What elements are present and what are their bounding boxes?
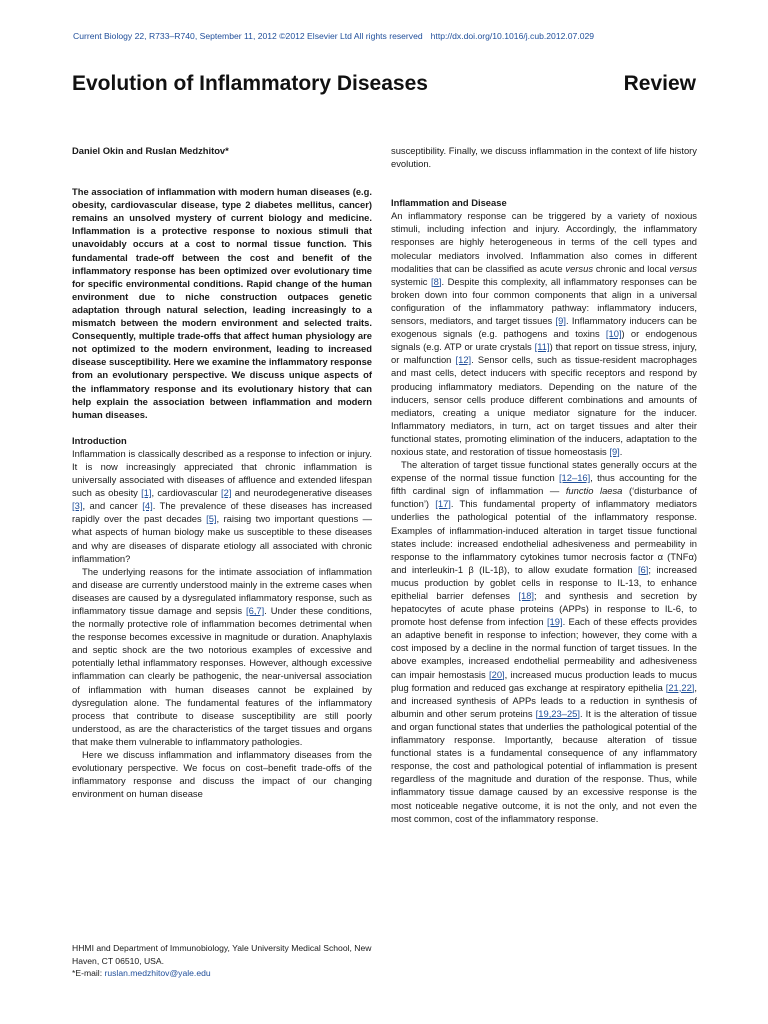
ref-link[interactable]: [1] bbox=[141, 487, 152, 499]
affiliation-text: HHMI and Department of Immunobiology, Yale University Medical School, New Haven, CT 06510, USA. bbox=[72, 943, 372, 966]
ref-link[interactable]: [12] bbox=[455, 354, 472, 366]
email-line: *E-mail: ruslan.medzhitov@yale.edu bbox=[72, 968, 211, 979]
intro-paragraph-1: Inflammation is classically described as a response to infection or injury. It is now increasingly appreciated that chronic inflammation is universally associated with diseases of affluence and extended lifespan such as obesity [1], cardiovascular [2] and neurodegenerative diseases [3], and cancer [4]. The prevalence of these diseases has increased rapidly over the past decades [5], raising two important questions — what aspects of human biology make us susceptible to these diseases and why are diseases of disparate etiology all associated with chronic inflammation? bbox=[72, 447, 372, 564]
author-list: Daniel Okin and Ruslan Medzhitov* bbox=[72, 145, 229, 156]
ref-link[interactable]: [6] bbox=[637, 563, 649, 575]
doi-link[interactable]: http://dx.doi.org/10.1016/j.cub.2012.07.029 bbox=[430, 31, 595, 41]
ref-link[interactable]: [18] bbox=[518, 590, 535, 601]
article-title: Evolution of Inflammatory Diseases bbox=[72, 72, 428, 95]
email-link[interactable]: ruslan.medzhitov@yale.edu bbox=[104, 968, 211, 979]
left-column bbox=[72, 144, 372, 800]
ref-link[interactable]: [5] bbox=[206, 513, 217, 525]
ref-link[interactable]: [10] bbox=[605, 328, 622, 340]
ref-link[interactable]: [6,7] bbox=[246, 605, 265, 616]
abstract: The association of inflammation with modern human diseases (e.g. obesity, cardiovascular disease, type 2 diabetes mellitus, cancer) remains an unsolved mystery of current biology and medicine. Inflammation is a protective response to noxious stimuli that unavoidably occurs at a cost to normal tissue function. This fundamental trade-off between the cost and benefit of the inflammatory response has been optimized over evolutionary time for specific environmental conditions. Rapid change of the human environment due to niche construction outpaces genetic adaptation through natural selection, leading increasingly to a mismatch between the modern environment and selected traits. Consequently, multiple trade-offs that affect human physiology are not optimized to the modern environment, leading to increased disease susceptibility. Here we examine the inflammatory response from an evolutionary perspective. We discuss unique aspects of the inflammatory response and its evolutionary history that can help explain the association between inflammation and modern human diseases. bbox=[72, 186, 372, 420]
ref-link[interactable]: [21,22] bbox=[665, 681, 695, 693]
section-heading-introduction: Introduction bbox=[72, 434, 127, 446]
ref-link[interactable]: [9] bbox=[609, 445, 620, 457]
ref-link[interactable]: [19] bbox=[546, 616, 563, 628]
inflammation-paragraph-2: The alteration of target tissue functional states generally occurs at the expense of the normal tissue function [12–16], thus accounting for the fifth cardinal sign of inflammation — functio laesa (‘disturbance of function’) [17]. This fundamental property of inflammatory mediators underlies the pathological potential of the inflammatory response. Examples of inflammation-induced alteration in target tissue functional states include: increased endothelial adhesiveness and permeability in response to the inflammatory cytokines tumor necrosis factor α (TNFα) and interleukin-1 β (IL-1β), to allow exudate formation [6]; increased mucus production by goblet cells in response to IL-13, to enhance epithelial barrier defenses [18]; and synthesis and secretion by hepatocytes of acute phase proteins (APPs) in response to IL-6, to promote host defense from infection [19]. Each of these effects provides an adaptive benefit in response to infection; however, they come with a cost imposed by a decline in the normal function of target tissues. In the above examples, increased endothelial permeability and adhesiveness can impair hemostasis [20], increased mucus production leads to mucus plug formation and reduced gas exchange at respiratory epithelia [21,22], and increased synthesis of APPs leads to a reduction in synthesis of albumin and other serum proteins [19,23–25]. It is the alteration of tissue and organ functional states that underlies the pathological potential of the inflammatory response. Importantly, because alteration of tissue functional states is a fundamental consequence of any inflammatory response, the cost and pathological potential of inflammation is present regardless of the magnitude and duration of the response. Thus, while inflammatory tissue damage caused by an excessive response is the most noticeable negative outcome, it is not the only, and not even the most common, cost of the inflammatory response. bbox=[391, 459, 698, 824]
inflammation-paragraph-1: An inflammatory response can be triggered by a variety of noxious stimuli, including infection and injury. Accordingly, the inflammatory responses are highly heterogeneous in terms of the cell types and molecular mediators involved. Inflammation also comes in different modalities that can be classified as acute versus chronic and local versus systemic [8]. Despite this complexity, all inflammatory responses can be broken down into four common components that align in a universal configuration of the inflammatory pathway: inflammatory inducers, sensors, mediators, and target tissues [9]. Inflammatory inducers can be exogenous signals (e.g. pathogens and toxins [10]) or endogenous signals (e.g. ATP or urate crystals [11]) that report on tissue stress, injury, or malfunction [12]. Sensor cells, such as tissue-resident macrophages and mast cells, detect inducers with specific receptors and respond by producing inflammatory mediators. Depending on the nature of the inducers, sensor cells produce different combinations and amounts of mediators, creating a unique mediator signature for the inducer. Inflammatory mediators, in turn, act on target tissues and alter their functional states, promoting elimination of the inducers, adaptation to the noxious state, and restoration of tissue homeostasis [9]. bbox=[391, 210, 698, 457]
intro-paragraph-3: Here we discuss inflammation and inflammatory diseases from the evolutionary perspective. We focus on cost–benefit trade-offs of the inflammatory response and discuss the impact of our changing environment on human disease bbox=[72, 749, 372, 800]
ref-link[interactable]: [12–16] bbox=[558, 472, 591, 484]
affiliation-footnote bbox=[72, 942, 372, 980]
journal-citation: Current Biology 22, R733–R740, September 11, 2012 ©2012 Elsevier Ltd All rights reserved bbox=[73, 31, 423, 41]
article-type-label: Review bbox=[623, 72, 696, 95]
ref-link[interactable]: [11] bbox=[534, 341, 550, 353]
ref-link[interactable]: [9] bbox=[555, 315, 566, 327]
ref-link[interactable]: [17] bbox=[435, 498, 451, 510]
section-heading-inflammation-and-disease: Inflammation and Disease bbox=[391, 197, 507, 209]
ref-link[interactable]: [8] bbox=[431, 275, 442, 287]
journal-header bbox=[73, 31, 693, 41]
ref-link[interactable]: [20] bbox=[489, 668, 505, 680]
ref-link[interactable]: [2] bbox=[221, 487, 232, 499]
ref-link[interactable]: [19,23–25] bbox=[535, 707, 580, 719]
ref-link[interactable]: [4] bbox=[142, 500, 153, 512]
right-column bbox=[391, 144, 697, 825]
continuation-paragraph: susceptibility. Finally, we discuss inflammation in the context of life history evolution. bbox=[391, 145, 697, 170]
intro-paragraph-2: The underlying reasons for the intimate association of inflammation and disease are currently understood mainly in the extreme cases when diseases are caused by a dysregulated inflammatory response, such as inflammatory tissue damage and sepsis [6,7]. Under these conditions, the normally protective role of inflammation becomes detrimental when the response becomes excessive in magnitude or duration. Anaphylaxis and septic shock are the two notorious examples of excessive and potentially lethal inflammatory responses. However, although excessive inflammation can clearly be pathogenic, the near-universal association of inflammation with human diseases cannot be explained by dysregulation alone. The fundamental features of the inflammatory process that contribute to disease susceptibility are still poorly understood, as are the characteristics of the target tissues and organs that make them vulnerable to inflammatory pathologies. bbox=[72, 565, 372, 747]
ref-link[interactable]: [3] bbox=[72, 500, 83, 512]
